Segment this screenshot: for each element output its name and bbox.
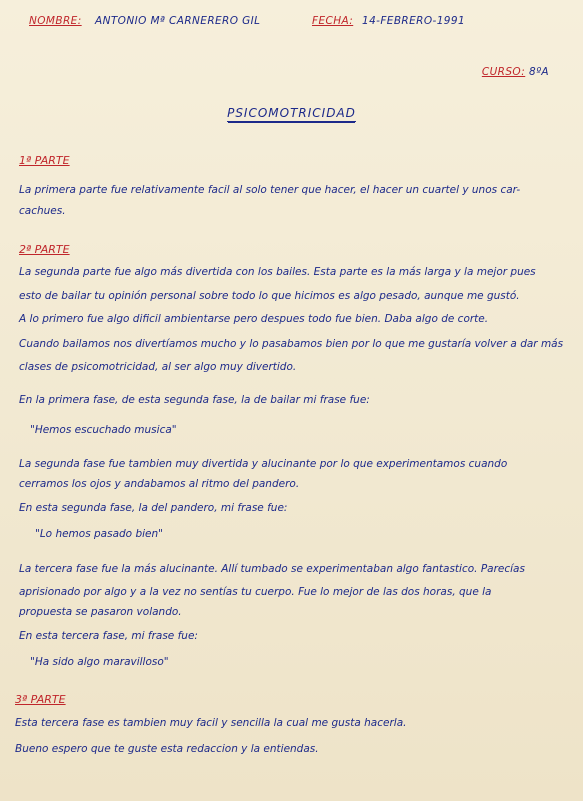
section-2-line: A lo primero fue algo dificil ambientarse pero despues todo fue bien. Daba algo de corte.	[19, 313, 489, 325]
date-value: 14-FEBRERO-1991	[362, 15, 466, 27]
course-label: CURSO:	[481, 66, 526, 78]
section-2-line: clases de psicomotricidad, al ser algo muy divertido.	[19, 361, 297, 373]
section-1-line: La primera parte fue relativamente facil al solo tener que hacer, el hacer un cuartel y unos car-	[19, 184, 521, 196]
section-2-quote: "Ha sido algo maravilloso"	[30, 656, 169, 668]
section-1-line: cachues.	[19, 205, 66, 217]
section-2-quote: "Lo hemos pasado bien"	[35, 528, 163, 540]
section-2-line: En esta tercera fase, mi frase fue:	[19, 630, 198, 642]
section-2-line: Cuando bailamos nos divertíamos mucho y lo pasabamos bien por lo que me gustaría volver a dar más	[19, 338, 564, 350]
section-2-line: cerramos los ojos y andabamos al ritmo del pandero.	[19, 478, 300, 490]
section-2-line: La tercera fase fue la más alucinante. Allí tumbado se experimentaban algo fantastico. Parecías	[19, 563, 525, 575]
section-3-line: Esta tercera fase es tambien muy facil y sencilla la cual me gusta hacerla.	[15, 717, 407, 729]
name-label: NOMBRE:	[29, 15, 82, 27]
section-2-quote: "Hemos escuchado musica"	[30, 424, 177, 436]
date-label: FECHA:	[312, 15, 354, 27]
section-1-heading: 1ª PARTE	[19, 154, 70, 167]
section-3-line: Bueno espero que te guste esta redaccion y la entiendas.	[15, 743, 319, 755]
section-2-line: aprisionado por algo y a la vez no sentías tu cuerpo. Fue lo mejor de las dos horas, que la	[19, 586, 492, 598]
section-3-heading: 3ª PARTE	[15, 693, 66, 706]
section-2-line: propuesta se pasaron volando.	[19, 606, 182, 618]
page-title	[0, 106, 583, 120]
section-2-line: En la primera fase, de esta segunda fase, la de bailar mi frase fue:	[19, 394, 370, 406]
section-2-line: La segunda parte fue algo más divertida con los bailes. Esta parte es la más larga y la mejor pues	[19, 266, 536, 278]
section-2-heading: 2ª PARTE	[19, 243, 70, 256]
section-2-line: En esta segunda fase, la del pandero, mi frase fue:	[19, 502, 288, 514]
page-title-text: PSICOMOTRICIDAD	[227, 106, 356, 120]
section-2-line: La segunda fase fue tambien muy divertida y alucinante por lo que experimentamos cuando	[19, 458, 508, 470]
course-line	[482, 66, 549, 78]
course-value: 8ºA	[528, 66, 549, 78]
section-2-line: esto de bailar tu opinión personal sobre todo lo que hicimos es algo pesado, aunque me gustó.	[19, 290, 520, 302]
name-value: ANTONIO Mª CARNERERO GIL	[95, 15, 261, 27]
